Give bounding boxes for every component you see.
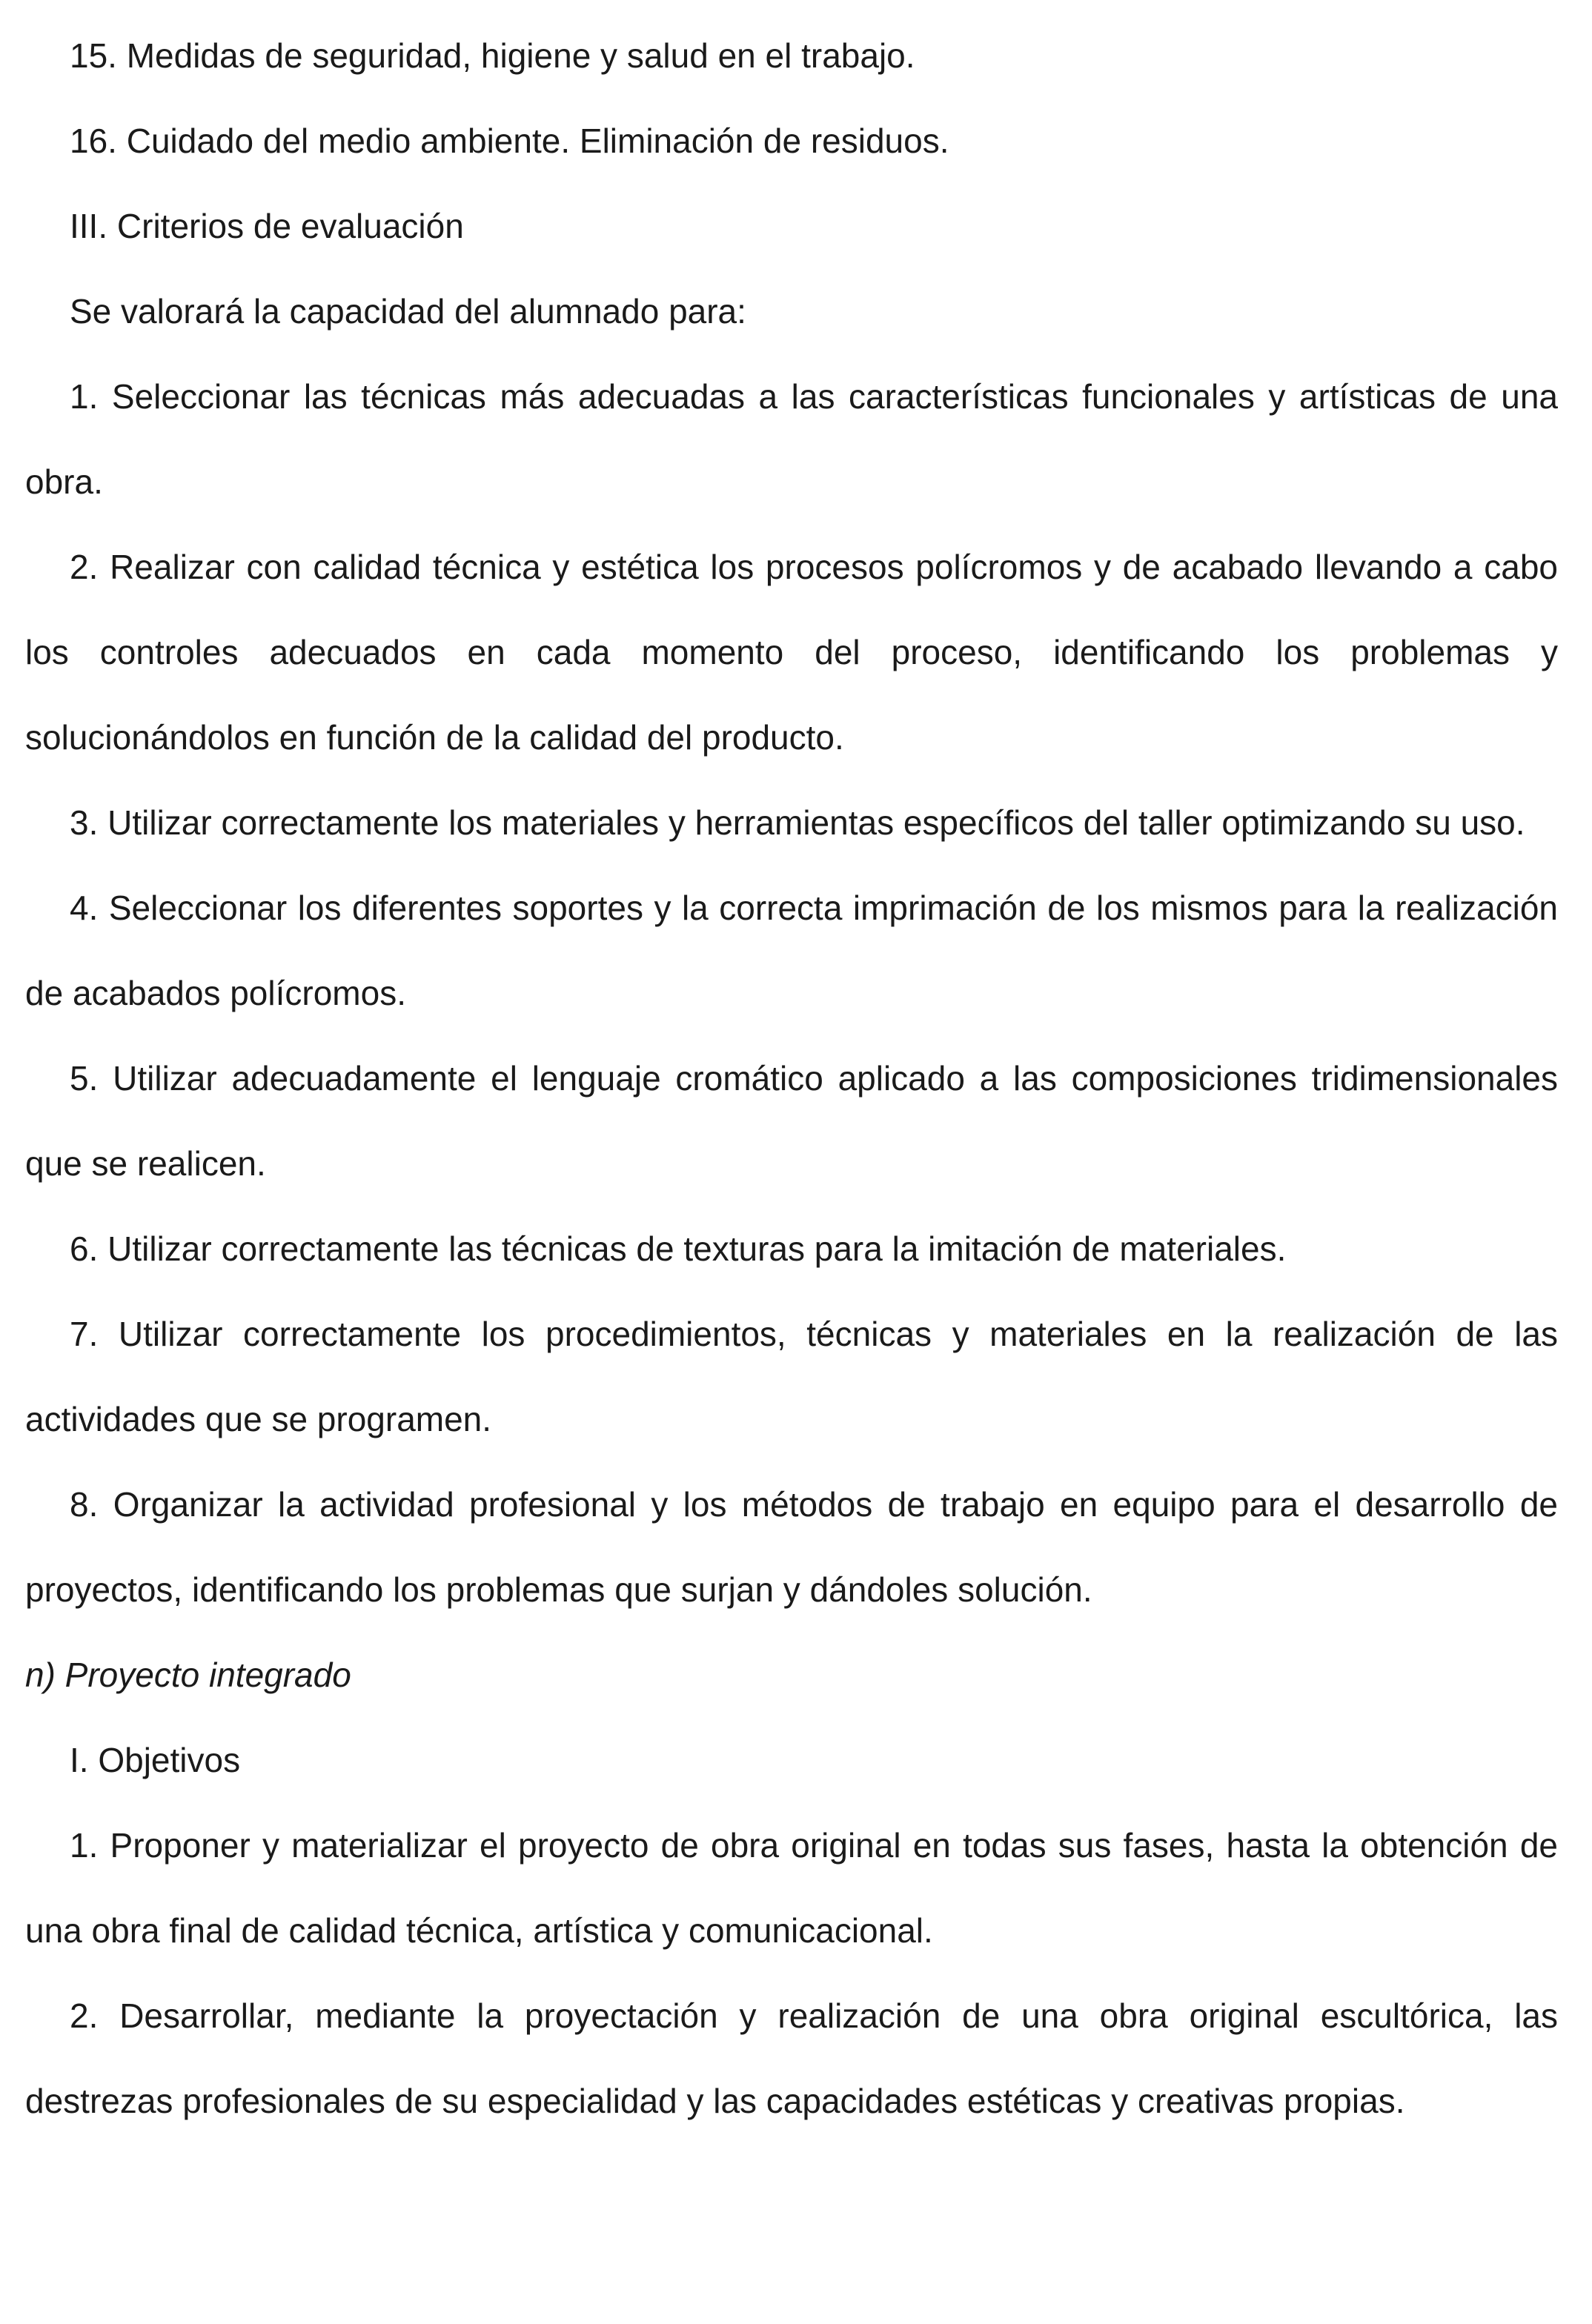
section-title-proyecto-integrado: n) Proyecto integrado [25, 1656, 351, 1694]
intro-text: Se valorará la capacidad del alumnado para: [70, 292, 746, 331]
criterio-1: 1. Seleccionar las técnicas más adecuadas a las características funcionales y artísticas de una obra. [25, 377, 1558, 501]
criterio-2: 2. Realizar con calidad técnica y estética los procesos polícromos y de acabado llevando a cabo los controles adecuados en cada momento del proceso, identificando los problemas y solucionándolos en función de la calidad del producto. [25, 548, 1558, 757]
criterio-7: 7. Utilizar correctamente los procedimientos, técnicas y materiales en la realización de las actividades que se programen. [25, 1315, 1558, 1438]
document-page [25, 13, 1558, 2144]
criterio-4: 4. Seleccionar los diferentes soportes y la correcta imprimación de los mismos para la realización de acabados polícromos. [25, 889, 1558, 1012]
heading-criterios: III. Criterios de evaluación [70, 207, 464, 245]
list-item-15: 15. Medidas de seguridad, higiene y salud en el trabajo. [70, 36, 915, 75]
heading-objetivos: I. Objetivos [70, 1741, 241, 1779]
criterio-8: 8. Organizar la actividad profesional y los métodos de trabajo en equipo para el desarrollo de proyectos, identificando los problemas que surjan y dándoles solución. [25, 1485, 1558, 1609]
objetivo-2: 2. Desarrollar, mediante la proyectación y realización de una obra original escultórica, las destrezas profesionales de su especialidad y las capacidades estéticas y creativas propias. [25, 1996, 1558, 2120]
criterio-3: 3. Utilizar correctamente los materiales y herramientas específicos del taller optimizando su uso. [70, 803, 1525, 842]
objetivo-1: 1. Proponer y materializar el proyecto de obra original en todas sus fases, hasta la obtención de una obra final de calidad técnica, artística y comunicacional. [25, 1826, 1558, 1950]
criterio-5: 5. Utilizar adecuadamente el lenguaje cromático aplicado a las composiciones tridimensionales que se realicen. [25, 1059, 1558, 1183]
list-item-16: 16. Cuidado del medio ambiente. Eliminación de residuos. [70, 122, 949, 160]
criterio-6: 6. Utilizar correctamente las técnicas de texturas para la imitación de materiales. [70, 1229, 1287, 1268]
